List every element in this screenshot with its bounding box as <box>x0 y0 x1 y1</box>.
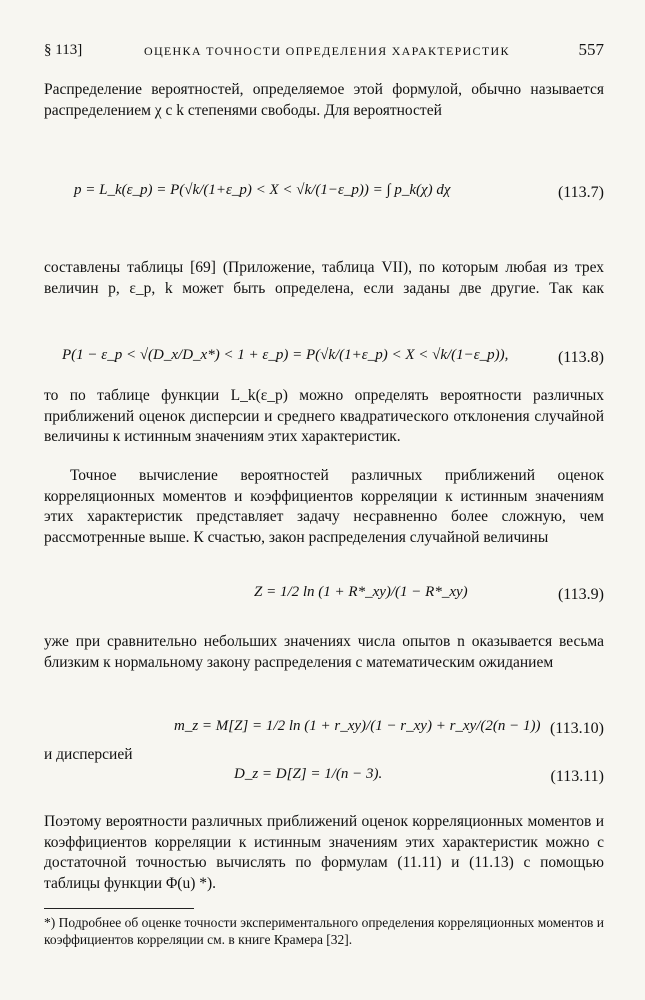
equation-body: Z = 1/2 ln (1 + R*_xy)/(1 − R*_xy) <box>254 584 468 600</box>
equation-label: (113.8) <box>557 349 604 366</box>
equation-label: (113.7) <box>557 184 604 201</box>
footnote-divider <box>44 908 194 909</box>
header-title: ОЦЕНКА ТОЧНОСТИ ОПРЕДЕЛЕНИЯ ХАРАКТЕРИСТИК <box>144 44 510 58</box>
equation-body: P(1 − ε_p < √(D_x/D_x*) < 1 + ε_p) = P(√k/(1+ε_p) < Χ < √k/(1−ε_p)), <box>62 347 509 363</box>
equation-body: p = L_k(ε_p) = P(√k/(1+ε_p) < Χ < √k/(1−ε_p)) = ∫ p_k(χ) dχ <box>74 182 451 198</box>
page-number: 557 <box>578 40 604 59</box>
paragraph-6: и дисперсией <box>44 746 133 763</box>
paragraph-7: Поэтому вероятности различных приближений оценок корреляционных моментов и коэффициентов корреляции к истинным значениям этих характеристик можно с достаточной точностью вычислять по формулам (11.11) и (11.13) с помощью таблицы функции Φ(u) *). <box>44 813 604 892</box>
equation-113-8 <box>44 335 604 385</box>
equation-body: m_z = M[Z] = 1/2 ln (1 + r_xy)/(1 − r_xy) + r_xy/(2(n − 1)) <box>174 718 541 734</box>
equation-label: (113.11) <box>550 768 604 785</box>
paragraph-4: Точное вычисление вероятностей различных приближений оценок корреляционных моментов и коэффициентов корреляции к истинным значениям этих характеристик представляет задачу несравненно более сложную, чем рассмотренные выше. К счастью, закон распределения случайной величины <box>44 467 604 546</box>
equation-label: (113.9) <box>557 586 604 603</box>
equation-113-7 <box>44 170 604 220</box>
paragraph-2: составлены таблицы [69] (Приложение, таблица VII), по которым любая из трех величин p, ε_p, k может быть определена, если заданы две другие. Так как <box>44 259 604 297</box>
equation-113-11 <box>44 760 604 796</box>
equation-body: D_z = D[Z] = 1/(n − 3). <box>234 766 383 782</box>
running-header <box>44 40 604 62</box>
paragraph-3: то по таблице функции L_k(ε_p) можно определять вероятности различных приближений оценок дисперсии и среднего квадратического отклонения случайной величины к истинным значениям этих характеристик. <box>44 387 604 445</box>
equation-113-9 <box>44 578 604 618</box>
section-number: § 113] <box>44 42 83 58</box>
equation-label: (113.10) <box>549 720 604 737</box>
paragraph-1: Распределение вероятностей, определяемое этой формулой, обычно называется распределением χ с k степенями свободы. Для вероятностей <box>44 81 604 119</box>
footnote: *) Подробнее об оценке точности экспериментального определения корреляционных моментов и коэффициентов корреляции см. в книге Крамера [32]. <box>44 915 604 947</box>
paragraph-5: уже при сравнительно небольших значениях числа опытов n оказывается весьма близким к нормальному закону распределения с математическим ожиданием <box>44 633 604 671</box>
